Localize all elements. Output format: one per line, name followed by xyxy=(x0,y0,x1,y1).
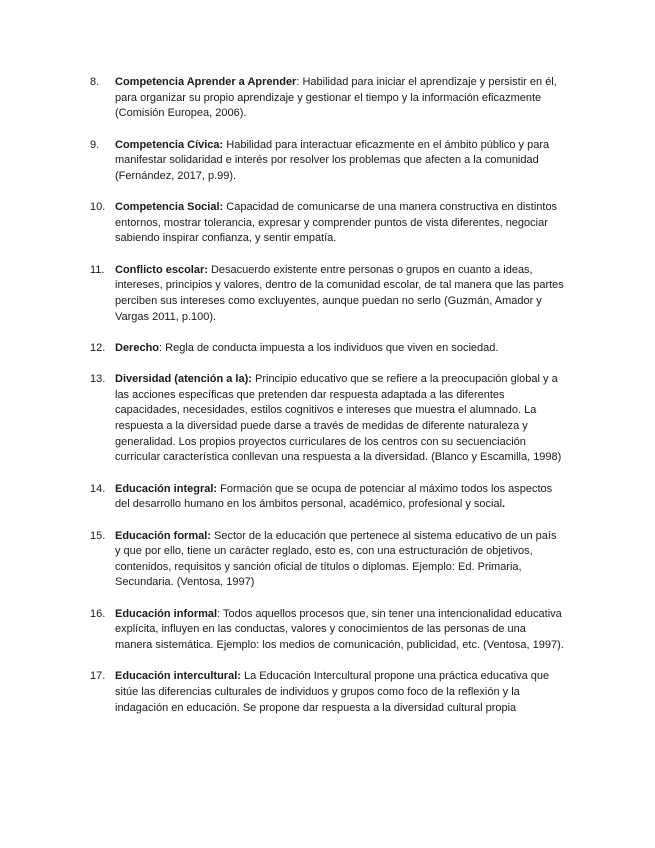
entry-number: 9. xyxy=(90,138,100,151)
glossary-entry xyxy=(90,341,565,357)
glossary-entry xyxy=(90,75,565,122)
glossary-entry xyxy=(90,263,565,325)
glossary-entry xyxy=(90,669,565,716)
entry-definition: Sector de la educación que pertenece al sistema educativo de un país y que por ello, tiene un carácter reglado, esto es, con una estructuración de objetivos, contenidos, requisitos y sanción oficial de títulos o diplomas. Ejemplo: Ed. Primaria, Secundaria. (Ventosa, 1997) xyxy=(115,529,557,589)
entry-term: Competencia Social: xyxy=(115,201,224,214)
entry-definition: : Habilidad para iniciar el aprendizaje y persistir en él, para organizar su propio aprendizaje y gestionar el tiempo y la información eficazmente (Comisión Europea, 2006). xyxy=(115,76,557,120)
entry-number: 8. xyxy=(90,76,100,88)
entry-term: Conflicto escolar: xyxy=(115,263,208,276)
entry-number: 11. xyxy=(90,263,105,276)
entry-number: 10. xyxy=(90,201,106,214)
entry-number: 14. xyxy=(90,482,106,495)
entry-number: 15. xyxy=(90,529,106,542)
glossary-entry xyxy=(90,138,565,185)
entry-definition: La Educación Intercultural propone una práctica educativa que sitúe las diferencias culturales de individuos y grupos como foco de la reflexión y la indagación en educación. Se propone dar respuesta a la diversidad cultural propia xyxy=(115,670,550,714)
entry-term: Educación integral: xyxy=(115,482,218,495)
entry-definition: : Regla de conducta impuesta a los individuos que viven en sociedad. xyxy=(159,341,499,354)
entry-definition: : Todos aquellos procesos que, sin tener una intencionalidad educativa explícita, influyen en las conductas, valores y conocimientos de las personas de una manera sistemática. Ejemplo: los medios de comunicación, publicidad, etc. (Ventosa, 1997). xyxy=(115,607,564,651)
entry-number: 16. xyxy=(90,607,106,620)
glossary-entry xyxy=(90,482,565,513)
entry-term: Competencia Aprender a Aprender xyxy=(115,76,297,88)
entry-term: Educación informal xyxy=(115,607,218,620)
entry-number: 12. xyxy=(90,341,106,354)
entry-number: 17. xyxy=(90,670,106,683)
glossary-list xyxy=(0,75,655,732)
glossary-entry xyxy=(90,529,565,591)
glossary-entry xyxy=(90,607,565,654)
glossary-entry xyxy=(90,372,565,466)
entry-term: Educación formal: xyxy=(115,529,211,542)
entry-definition: Formación que se ocupa de potenciar al máximo todos los aspectos del desarrollo humano en los ámbitos personal, académico, profesional y social xyxy=(115,482,553,511)
entry-number: 13. xyxy=(90,373,106,386)
entry-term: Diversidad (atención a la): xyxy=(115,373,252,386)
entry-definition: Habilidad para interactuar eficazmente en el ámbito público y para manifestar solidaridad e interés por resolver los problemas que afecten a la comunidad (Fernández, 2017, p.99). xyxy=(115,138,550,182)
entry-term: Derecho xyxy=(115,341,160,354)
entry-trailing-period: . xyxy=(502,498,506,511)
entry-definition: Principio educativo que se refiere a la preocupación global y a las acciones específicas que pretenden dar respuesta adaptada a las diferentes capacidades, necesidades, estilos cognitivos e intereses que muestra el alumnado. La respuesta a la diversidad puede darse a través de medidas de diferente naturaleza y generalidad. Los propios proyectos curriculares de los centros con su secuenciación curricular característica conllevan una respuesta a la diversidad. (Blanco y Escamilla, 1998) xyxy=(115,373,562,464)
glossary-entry xyxy=(90,200,565,247)
entry-definition: Capacidad de comunicarse de una manera constructiva en distintos entornos, mostrar tolerancia, expresar y comprender puntos de vista diferentes, negociar sabiendo inspirar confianza, y sentir empatía. xyxy=(115,201,558,245)
entry-definition: Desacuerdo existente entre personas o grupos en cuanto a ideas, intereses, principios y valores, dentro de la comunidad escolar, de tal manera que las partes perciben sus intereses como excluyentes, aunque puedan no serlo (Guzmán, Amador y Vargas 2011, p.100). xyxy=(115,263,564,323)
entry-term: Educación intercultural: xyxy=(115,670,241,683)
entry-term: Competencia Cívica: xyxy=(115,138,224,151)
